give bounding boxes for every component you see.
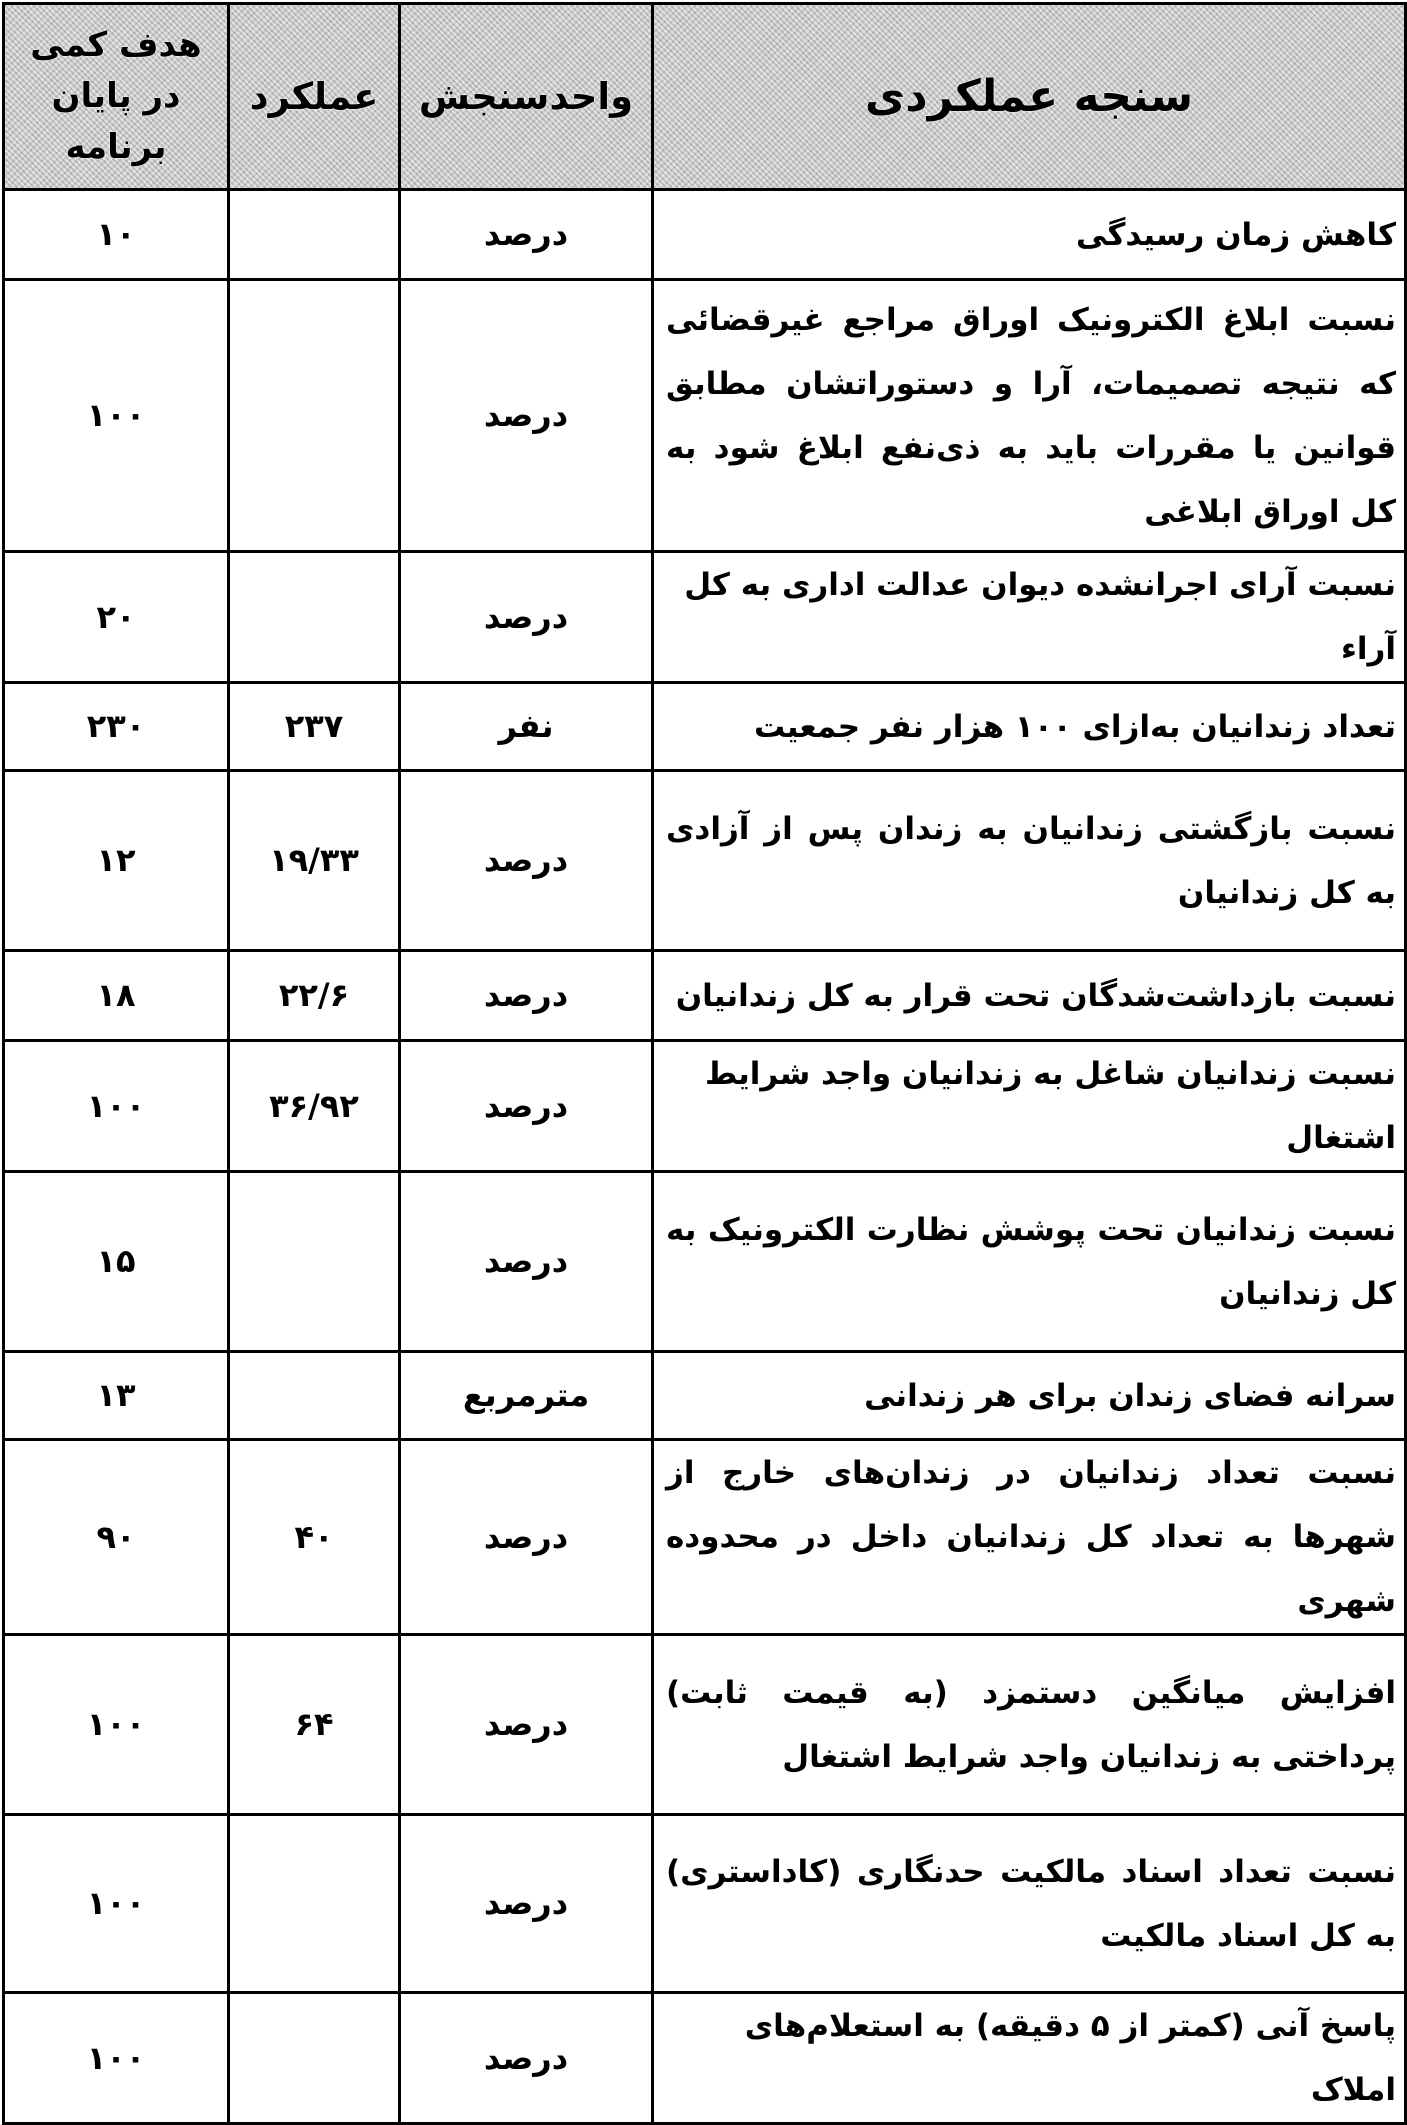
table-row xyxy=(4,1815,1406,1993)
cell-performance: ۶۴ xyxy=(229,1635,400,1815)
cell-description: نسبت بازداشت‌شدگان تحت قرار به کل زندانیان xyxy=(653,951,1406,1041)
cell-description: کاهش زمان رسیدگی xyxy=(653,190,1406,280)
table-row xyxy=(4,683,1406,771)
cell-description: نسبت تعداد اسناد مالکیت حدنگاری (کاداستری) به کل اسناد مالکیت xyxy=(653,1815,1406,1993)
cell-performance: ۱۹/۳۳ xyxy=(229,771,400,951)
cell-description: نسبت ابلاغ الکترونیک اوراق مراجع غیرقضائی که نتیجه تصمیمات، آرا و دستوراتشان مطابق قوانین یا مقررات باید به ذی‌نفع ابلاغ شود به کل اوراق ابلاغی xyxy=(653,280,1406,552)
cell-target: ۲۰ xyxy=(4,552,229,683)
table-row xyxy=(4,951,1406,1041)
performance-indicators-table xyxy=(2,2,1407,2125)
cell-description: نسبت زندانیان تحت پوشش نظارت الکترونیک به کل زندانیان xyxy=(653,1172,1406,1352)
cell-unit: درصد xyxy=(400,1440,653,1635)
table-row xyxy=(4,552,1406,683)
cell-unit: نفر xyxy=(400,683,653,771)
cell-description: سرانه فضای زندان برای هر زندانی xyxy=(653,1352,1406,1440)
cell-target: ۱۰۰ xyxy=(4,1993,229,2124)
cell-unit: درصد xyxy=(400,552,653,683)
cell-performance: ۴۰ xyxy=(229,1440,400,1635)
cell-performance: ۳۶/۹۲ xyxy=(229,1041,400,1172)
cell-unit: درصد xyxy=(400,1172,653,1352)
cell-performance: ۲۳۷ xyxy=(229,683,400,771)
header-description: سنجه عملکردی xyxy=(653,4,1406,190)
cell-performance xyxy=(229,1815,400,1993)
cell-target: ۱۸ xyxy=(4,951,229,1041)
cell-performance xyxy=(229,190,400,280)
cell-performance xyxy=(229,1993,400,2124)
header-performance: عملکرد xyxy=(229,4,400,190)
table-row xyxy=(4,1993,1406,2124)
table-row xyxy=(4,1440,1406,1635)
cell-unit: درصد xyxy=(400,1041,653,1172)
table-row xyxy=(4,771,1406,951)
cell-target: ۱۳ xyxy=(4,1352,229,1440)
cell-target: ۱۲ xyxy=(4,771,229,951)
cell-unit: درصد xyxy=(400,1635,653,1815)
cell-performance xyxy=(229,1352,400,1440)
table-row xyxy=(4,1352,1406,1440)
cell-unit: مترمربع xyxy=(400,1352,653,1440)
cell-target: ۱۰۰ xyxy=(4,1815,229,1993)
cell-target: ۱۵ xyxy=(4,1172,229,1352)
cell-target: ۱۰۰ xyxy=(4,1041,229,1172)
header-target-line2: در پایان برنامه xyxy=(51,76,181,167)
header-target-line1: هدف کمی xyxy=(30,25,202,65)
cell-target: ۱۰ xyxy=(4,190,229,280)
table-row xyxy=(4,190,1406,280)
cell-unit: درصد xyxy=(400,280,653,552)
cell-description: پاسخ آنی (کمتر از ۵ دقیقه) به استعلام‌های املاک xyxy=(653,1993,1406,2124)
table-row xyxy=(4,280,1406,552)
cell-performance xyxy=(229,552,400,683)
header-unit: واحدسنجش xyxy=(400,4,653,190)
table-row xyxy=(4,1172,1406,1352)
table-row xyxy=(4,1041,1406,1172)
cell-target: ۲۳۰ xyxy=(4,683,229,771)
table-header-row xyxy=(4,4,1406,190)
cell-unit: درصد xyxy=(400,771,653,951)
cell-performance xyxy=(229,1172,400,1352)
cell-description: افزایش میانگین دستمزد (به قیمت ثابت) پرداختی به زندانیان واجد شرایط اشتغال xyxy=(653,1635,1406,1815)
cell-unit: درصد xyxy=(400,951,653,1041)
header-target xyxy=(4,4,229,190)
cell-target: ۹۰ xyxy=(4,1440,229,1635)
table-row xyxy=(4,1635,1406,1815)
cell-target: ۱۰۰ xyxy=(4,280,229,552)
cell-unit: درصد xyxy=(400,1815,653,1993)
cell-unit: درصد xyxy=(400,1993,653,2124)
cell-performance xyxy=(229,280,400,552)
cell-unit: درصد xyxy=(400,190,653,280)
cell-description: نسبت آرای اجرانشده دیوان عدالت اداری به کل آراء xyxy=(653,552,1406,683)
cell-description: نسبت تعداد زندانیان در زندان‌های خارج از شهرها به تعداد کل زندانیان داخل در محدوده شهری xyxy=(653,1440,1406,1635)
cell-target: ۱۰۰ xyxy=(4,1635,229,1815)
cell-description: نسبت بازگشتی زندانیان به زندان پس از آزادی به کل زندانیان xyxy=(653,771,1406,951)
cell-description: تعداد زندانیان به‌ازای ۱۰۰ هزار نفر جمعیت xyxy=(653,683,1406,771)
cell-description: نسبت زندانیان شاغل به زندانیان واجد شرایط اشتغال xyxy=(653,1041,1406,1172)
cell-performance: ۲۲/۶ xyxy=(229,951,400,1041)
